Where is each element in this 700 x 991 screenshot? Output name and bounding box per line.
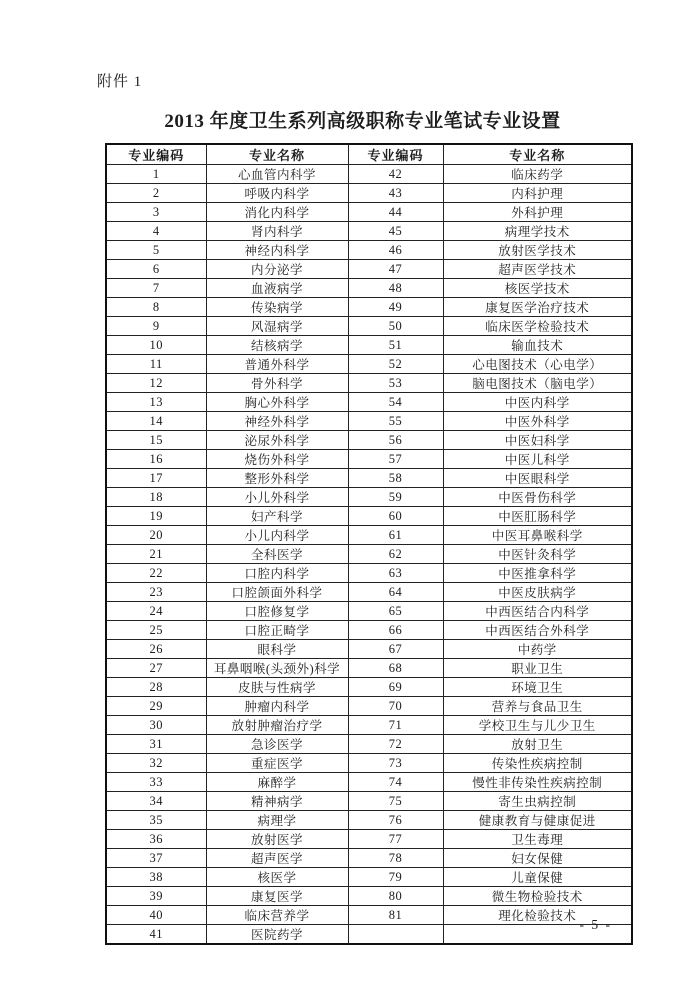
specialty-name-cell: 神经外科学 [206, 412, 348, 431]
specialty-name-cell: 中医皮肤病学 [443, 583, 632, 602]
page-title: 2013 年度卫生系列高级职称专业笔试专业设置 [164, 111, 561, 132]
specialty-name-cell: 全科医学 [206, 545, 348, 564]
table-row [106, 450, 632, 469]
specialty-name-cell: 病理学 [206, 811, 348, 830]
page-number: - 5 - [579, 917, 612, 932]
table-row [106, 336, 632, 355]
specialty-name-cell: 康复医学 [206, 887, 348, 906]
specialty-name-cell: 医院药学 [206, 925, 348, 945]
specialty-code-cell: 16 [106, 450, 206, 469]
specialty-code-cell: 4 [106, 222, 206, 241]
specialty-code-cell: 63 [348, 564, 443, 583]
specialty-code-cell: 12 [106, 374, 206, 393]
specialty-code-cell: 35 [106, 811, 206, 830]
specialty-name-cell: 寄生虫病控制 [443, 792, 632, 811]
table-row [106, 602, 632, 621]
table-row [106, 564, 632, 583]
specialty-code-cell: 19 [106, 507, 206, 526]
table-row [106, 526, 632, 545]
specialty-code-cell: 65 [348, 602, 443, 621]
specialty-code-cell: 20 [106, 526, 206, 545]
specialty-code-cell: 5 [106, 241, 206, 260]
specialty-code-cell: 57 [348, 450, 443, 469]
specialty-name-cell: 超声医学 [206, 849, 348, 868]
specialty-name-cell: 口腔修复学 [206, 602, 348, 621]
specialty-code-cell: 70 [348, 697, 443, 716]
specialty-name-cell: 临床药学 [443, 165, 632, 184]
table-row [106, 811, 632, 830]
specialty-code-cell: 58 [348, 469, 443, 488]
specialty-name-cell: 微生物检验技术 [443, 887, 632, 906]
specialty-code-cell: 11 [106, 355, 206, 374]
specialty-code-cell: 62 [348, 545, 443, 564]
specialty-code-cell: 71 [348, 716, 443, 735]
specialty-code-cell: 47 [348, 260, 443, 279]
specialty-code-cell: 76 [348, 811, 443, 830]
specialty-code-cell: 28 [106, 678, 206, 697]
specialty-name-cell: 小儿内科学 [206, 526, 348, 545]
table-row [106, 507, 632, 526]
specialty-name-cell: 外科护理 [443, 203, 632, 222]
specialty-name-cell: 临床医学检验技术 [443, 317, 632, 336]
table-row [106, 906, 632, 925]
specialty-code-cell: 60 [348, 507, 443, 526]
specialty-code-cell: 48 [348, 279, 443, 298]
specialty-name-cell: 临床营养学 [206, 906, 348, 925]
specialty-code-cell: 23 [106, 583, 206, 602]
specialty-code-cell: 79 [348, 868, 443, 887]
specialty-name-cell: 中医推拿科学 [443, 564, 632, 583]
table-row [106, 469, 632, 488]
header-specialty-name-right: 专业名称 [443, 144, 632, 165]
table-row [106, 241, 632, 260]
specialty-name-cell: 口腔内科学 [206, 564, 348, 583]
specialty-code-cell [348, 925, 443, 945]
table-row [106, 203, 632, 222]
table-row [106, 184, 632, 203]
specialty-name-cell: 泌尿外科学 [206, 431, 348, 450]
specialty-name-cell: 传染性疾病控制 [443, 754, 632, 773]
specialty-code-cell: 24 [106, 602, 206, 621]
specialty-name-cell: 胸心外科学 [206, 393, 348, 412]
table-row [106, 773, 632, 792]
specialty-name-cell: 中西医结合外科学 [443, 621, 632, 640]
specialty-code-cell: 56 [348, 431, 443, 450]
specialty-name-cell: 营养与食品卫生 [443, 697, 632, 716]
table-row [106, 697, 632, 716]
header-row [106, 144, 632, 165]
table-row [106, 488, 632, 507]
specialty-name-cell: 中医骨伤科学 [443, 488, 632, 507]
header-specialty-code-left: 专业编码 [106, 144, 206, 165]
specialty-code-cell: 13 [106, 393, 206, 412]
specialty-code-cell: 8 [106, 298, 206, 317]
specialty-name-cell: 中医耳鼻喉科学 [443, 526, 632, 545]
specialty-name-cell: 呼吸内科学 [206, 184, 348, 203]
specialty-name-cell: 妇产科学 [206, 507, 348, 526]
table-row [106, 583, 632, 602]
specialty-code-cell: 25 [106, 621, 206, 640]
specialty-name-cell: 小儿外科学 [206, 488, 348, 507]
specialty-code-cell: 51 [348, 336, 443, 355]
specialty-name-cell: 耳鼻咽喉(头颈外)科学 [206, 659, 348, 678]
specialty-name-cell: 核医学技术 [443, 279, 632, 298]
specialty-name-cell: 口腔正畸学 [206, 621, 348, 640]
specialty-code-cell: 7 [106, 279, 206, 298]
specialty-name-cell: 核医学 [206, 868, 348, 887]
specialty-name-cell: 结核病学 [206, 336, 348, 355]
specialty-code-cell: 44 [348, 203, 443, 222]
specialty-code-cell: 1 [106, 165, 206, 184]
specialty-code-cell: 39 [106, 887, 206, 906]
specialty-name-cell: 中医眼科学 [443, 469, 632, 488]
specialty-name-cell: 中药学 [443, 640, 632, 659]
specialty-code-cell: 21 [106, 545, 206, 564]
specialty-code-cell: 38 [106, 868, 206, 887]
table-row [106, 887, 632, 906]
specialty-name-cell: 肿瘤内科学 [206, 697, 348, 716]
specialty-code-cell: 32 [106, 754, 206, 773]
specialty-name-cell: 血液病学 [206, 279, 348, 298]
specialty-table-body [106, 165, 632, 945]
specialty-code-cell: 55 [348, 412, 443, 431]
specialty-name-cell: 口腔颌面外科学 [206, 583, 348, 602]
specialty-name-cell: 心血管内科学 [206, 165, 348, 184]
specialty-name-cell: 传染病学 [206, 298, 348, 317]
specialty-code-cell: 27 [106, 659, 206, 678]
specialty-code-cell: 14 [106, 412, 206, 431]
specialty-code-cell: 22 [106, 564, 206, 583]
specialty-name-cell: 烧伤外科学 [206, 450, 348, 469]
specialty-code-cell: 15 [106, 431, 206, 450]
specialty-name-cell: 输血技术 [443, 336, 632, 355]
specialty-code-cell: 50 [348, 317, 443, 336]
specialty-code-cell: 74 [348, 773, 443, 792]
specialty-code-cell: 3 [106, 203, 206, 222]
table-row [106, 678, 632, 697]
table-row [106, 393, 632, 412]
specialty-name-cell: 中医妇科学 [443, 431, 632, 450]
specialty-code-cell: 59 [348, 488, 443, 507]
specialty-code-cell: 41 [106, 925, 206, 945]
table-row [106, 355, 632, 374]
specialty-code-cell: 10 [106, 336, 206, 355]
specialty-name-cell: 学校卫生与儿少卫生 [443, 716, 632, 735]
specialty-name-cell: 普通外科学 [206, 355, 348, 374]
table-row [106, 165, 632, 184]
table-row [106, 279, 632, 298]
specialty-name-cell: 内科护理 [443, 184, 632, 203]
specialty-code-cell: 72 [348, 735, 443, 754]
specialty-name-cell: 理化检验技术 [443, 906, 632, 925]
specialty-name-cell: 麻醉学 [206, 773, 348, 792]
table-row [106, 260, 632, 279]
specialty-code-cell: 31 [106, 735, 206, 754]
table-header [106, 144, 632, 165]
specialty-name-cell: 精神病学 [206, 792, 348, 811]
specialty-name-cell: 超声医学技术 [443, 260, 632, 279]
table-row [106, 545, 632, 564]
specialty-name-cell: 内分泌学 [206, 260, 348, 279]
specialty-code-cell: 49 [348, 298, 443, 317]
specialty-name-cell: 肾内科学 [206, 222, 348, 241]
specialty-code-cell: 40 [106, 906, 206, 925]
specialty-name-cell: 脑电图技术（脑电学） [443, 374, 632, 393]
specialty-code-cell: 9 [106, 317, 206, 336]
specialty-name-cell: 整形外科学 [206, 469, 348, 488]
specialty-code-cell: 26 [106, 640, 206, 659]
specialty-name-cell: 放射肿瘤治疗学 [206, 716, 348, 735]
table-row [106, 222, 632, 241]
specialty-name-cell: 职业卫生 [443, 659, 632, 678]
specialty-code-cell: 75 [348, 792, 443, 811]
specialty-name-cell: 慢性非传染性疾病控制 [443, 773, 632, 792]
table-row [106, 868, 632, 887]
specialty-code-cell: 29 [106, 697, 206, 716]
specialty-name-cell: 康复医学治疗技术 [443, 298, 632, 317]
specialty-code-cell: 77 [348, 830, 443, 849]
table-row [106, 716, 632, 735]
specialty-code-cell: 61 [348, 526, 443, 545]
table-row [106, 317, 632, 336]
specialty-code-cell: 36 [106, 830, 206, 849]
specialty-name-cell: 儿童保健 [443, 868, 632, 887]
specialty-code-cell: 37 [106, 849, 206, 868]
specialty-code-cell: 45 [348, 222, 443, 241]
specialty-code-cell: 73 [348, 754, 443, 773]
specialty-name-cell: 中医内科学 [443, 393, 632, 412]
specialty-name-cell: 皮肤与性病学 [206, 678, 348, 697]
specialty-code-cell: 34 [106, 792, 206, 811]
table-row [106, 640, 632, 659]
attachment-label: 附件 1 [97, 74, 143, 90]
table-row [106, 830, 632, 849]
specialty-name-cell: 病理学技术 [443, 222, 632, 241]
header-specialty-code-right: 专业编码 [348, 144, 443, 165]
specialty-code-cell: 46 [348, 241, 443, 260]
specialty-name-cell: 重症医学 [206, 754, 348, 773]
table-row [106, 298, 632, 317]
specialty-code-cell: 80 [348, 887, 443, 906]
specialty-code-cell: 53 [348, 374, 443, 393]
specialty-name-cell: 健康教育与健康促进 [443, 811, 632, 830]
specialty-code-cell: 33 [106, 773, 206, 792]
specialty-name-cell: 放射医学 [206, 830, 348, 849]
header-specialty-name-left: 专业名称 [206, 144, 348, 165]
specialty-code-cell: 78 [348, 849, 443, 868]
table-row [106, 925, 632, 945]
specialty-code-cell: 6 [106, 260, 206, 279]
specialty-code-cell: 81 [348, 906, 443, 925]
specialty-code-cell: 43 [348, 184, 443, 203]
specialty-code-cell: 67 [348, 640, 443, 659]
specialty-code-cell: 2 [106, 184, 206, 203]
specialty-name-cell: 骨外科学 [206, 374, 348, 393]
specialty-name-cell: 环境卫生 [443, 678, 632, 697]
table-row [106, 659, 632, 678]
specialty-table [105, 143, 633, 945]
specialty-name-cell: 神经内科学 [206, 241, 348, 260]
table-row [106, 431, 632, 450]
specialty-name-cell: 心电图技术（心电学） [443, 355, 632, 374]
specialty-name-cell: 中西医结合内科学 [443, 602, 632, 621]
specialty-code-cell: 68 [348, 659, 443, 678]
specialty-name-cell: 放射卫生 [443, 735, 632, 754]
table-row [106, 792, 632, 811]
specialty-code-cell: 69 [348, 678, 443, 697]
specialty-name-cell: 妇女保健 [443, 849, 632, 868]
specialty-code-cell: 18 [106, 488, 206, 507]
specialty-name-cell: 中医肛肠科学 [443, 507, 632, 526]
specialty-name-cell: 风湿病学 [206, 317, 348, 336]
table-row [106, 374, 632, 393]
specialty-name-cell: 眼科学 [206, 640, 348, 659]
table-row [106, 849, 632, 868]
specialty-code-cell: 52 [348, 355, 443, 374]
table-row [106, 621, 632, 640]
specialty-code-cell: 30 [106, 716, 206, 735]
specialty-code-cell: 64 [348, 583, 443, 602]
specialty-code-cell: 66 [348, 621, 443, 640]
specialty-name-cell: 消化内科学 [206, 203, 348, 222]
specialty-name-cell: 卫生毒理 [443, 830, 632, 849]
specialty-name-cell: 急诊医学 [206, 735, 348, 754]
specialty-name-cell: 放射医学技术 [443, 241, 632, 260]
specialty-code-cell: 42 [348, 165, 443, 184]
specialty-name-cell: 中医针灸科学 [443, 545, 632, 564]
table-row [106, 412, 632, 431]
table-row [106, 754, 632, 773]
specialty-code-cell: 17 [106, 469, 206, 488]
specialty-name-cell: 中医外科学 [443, 412, 632, 431]
table-row [106, 735, 632, 754]
specialty-name-cell: 中医儿科学 [443, 450, 632, 469]
specialty-code-cell: 54 [348, 393, 443, 412]
